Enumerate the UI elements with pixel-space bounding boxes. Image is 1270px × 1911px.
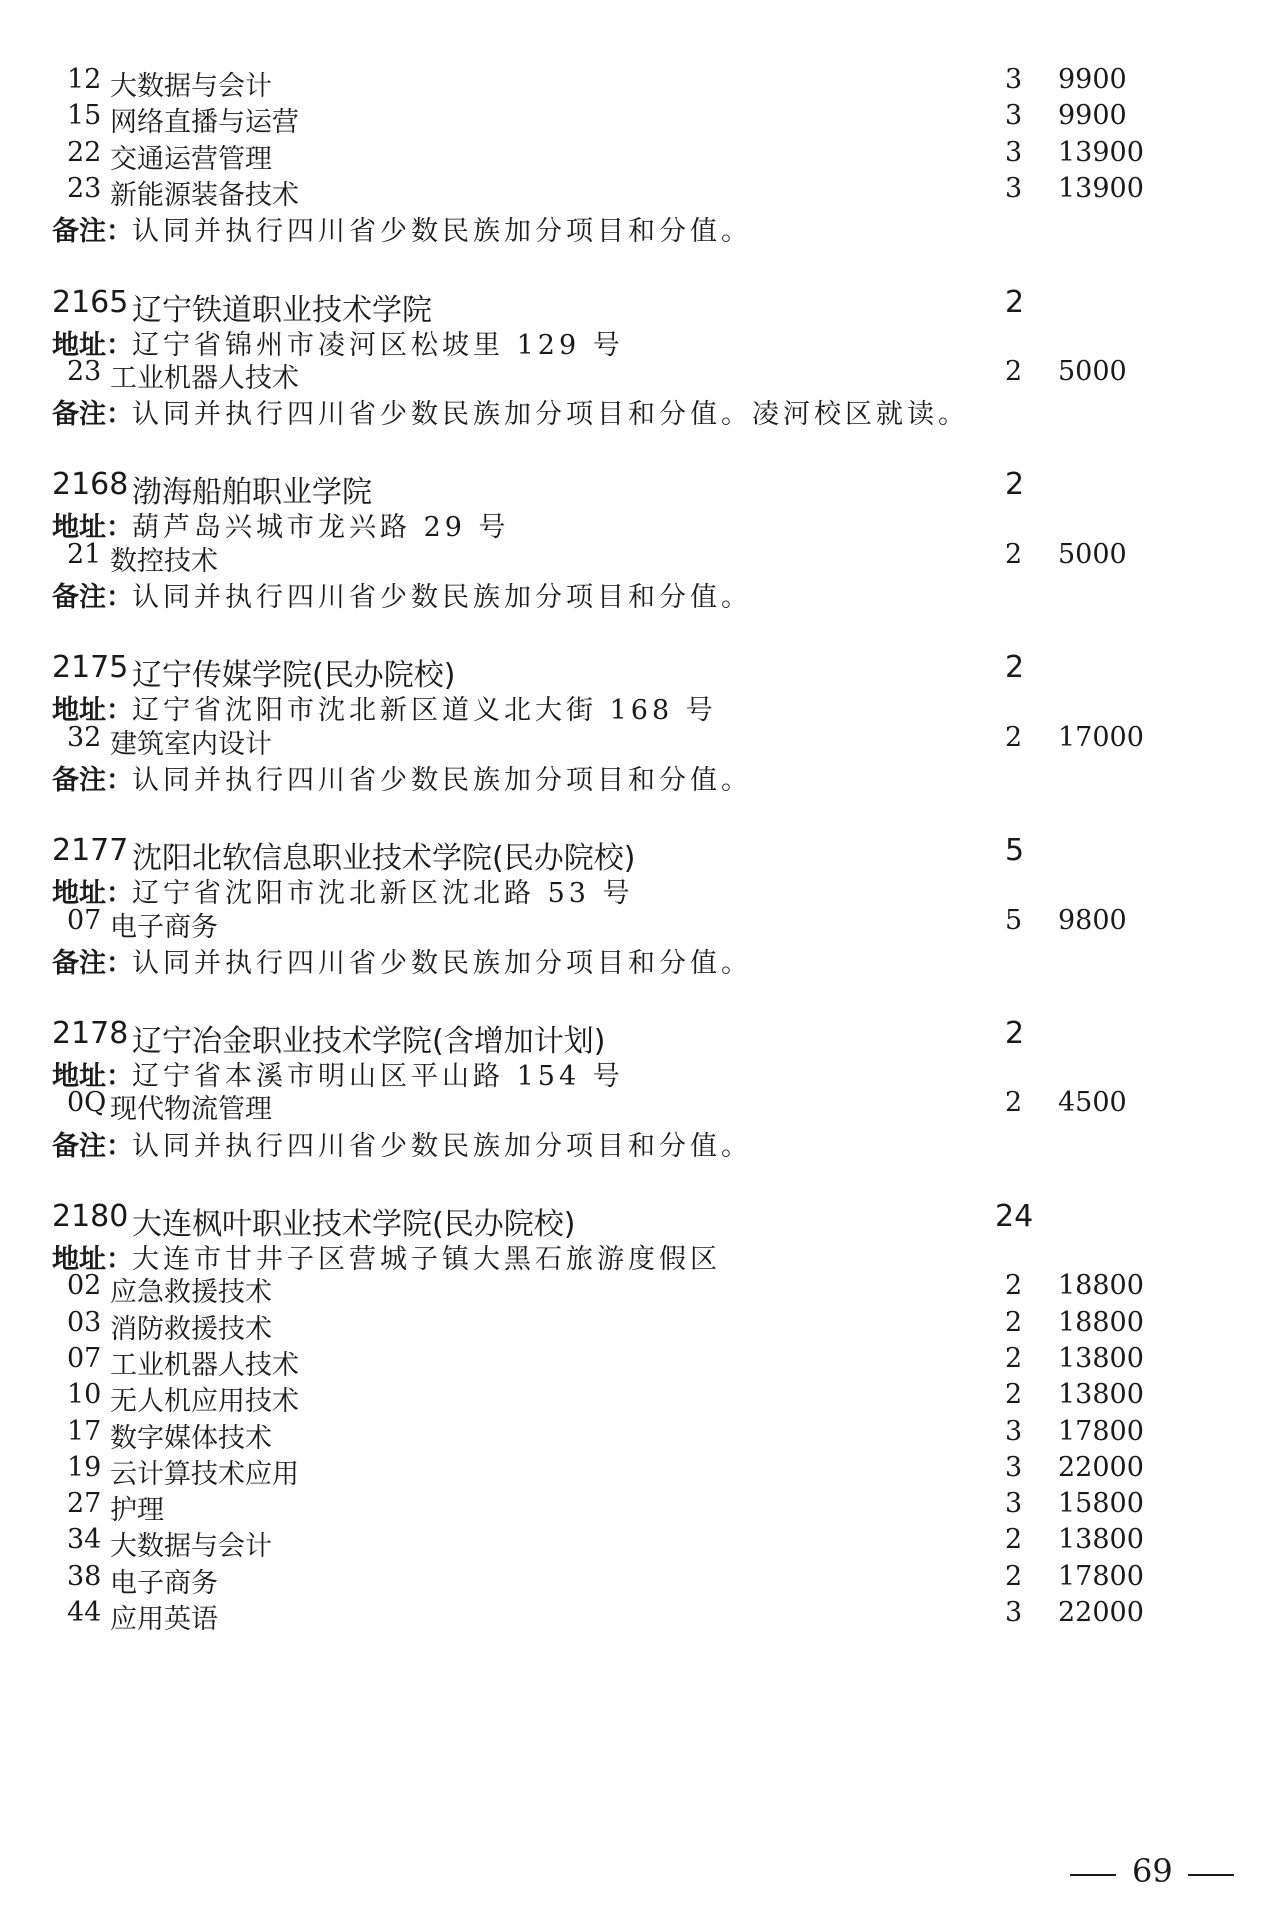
major-name: 大数据与会计 <box>110 71 272 102</box>
list-item <box>0 137 1270 177</box>
remark <box>0 758 1270 798</box>
school-address-text: 辽宁省沈阳市沈北新区道义北大街 168 号 <box>132 695 717 727</box>
major-name: 新能源装备技术 <box>110 179 299 211</box>
major-tuition-fee: 15800 <box>1058 1488 1144 1520</box>
school-name: 大连枫叶职业技术学院(民办院校) <box>132 1207 576 1242</box>
school-name: 沈阳北软信息职业技术学院(民办院校) <box>132 841 636 877</box>
major-tuition-fee: 13900 <box>1058 172 1144 204</box>
list-item <box>0 1270 1270 1310</box>
remark-text: 认同并执行四川省少数民族加分项目和分值。 <box>132 582 752 613</box>
school-address-label: 地址： <box>52 1061 133 1093</box>
major-tuition-fee: 4500 <box>1058 1087 1127 1119</box>
school-name: 辽宁冶金职业技术学院(含增加计划) <box>132 1024 606 1060</box>
school-total-plan: 2 <box>1005 284 1025 320</box>
major-code: 32 <box>67 721 102 753</box>
major-tuition-fee: 17000 <box>1058 721 1144 753</box>
school-total-plan: 2 <box>1005 1016 1025 1052</box>
remark <box>0 941 1270 981</box>
major-tuition-fee: 5000 <box>1058 538 1127 570</box>
school-code: 2175 <box>52 650 129 686</box>
major-tuition-fee: 13900 <box>1058 136 1144 168</box>
major-plan-count: 2 <box>1005 1379 1023 1411</box>
major-plan-count: 3 <box>1005 1451 1023 1483</box>
major-tuition-fee: 17800 <box>1058 1560 1144 1592</box>
remark-label: 备注： <box>52 947 133 979</box>
major-name: 工业机器人技术 <box>110 362 299 394</box>
remark-label: 备注： <box>52 1130 133 1162</box>
school-code: 2165 <box>52 284 129 320</box>
school-code: 2180 <box>52 1199 129 1234</box>
major-plan-count: 2 <box>1005 1560 1023 1592</box>
major-plan-count: 2 <box>1005 355 1023 387</box>
major-plan-count: 2 <box>1005 1087 1023 1119</box>
major-code: 17 <box>67 1415 102 1447</box>
list-item <box>0 1488 1270 1528</box>
school-header <box>0 1199 1270 1242</box>
major-code: 38 <box>67 1560 102 1592</box>
major-name: 云计算技术应用 <box>110 1458 299 1490</box>
major-plan-count: 3 <box>1005 136 1023 168</box>
major-name: 消防救援技术 <box>110 1313 272 1345</box>
list-item <box>0 1307 1270 1347</box>
major-plan-count: 2 <box>1005 721 1023 753</box>
major-name: 数控技术 <box>110 545 218 577</box>
major-plan-count: 3 <box>1005 100 1023 132</box>
major-tuition-fee: 22000 <box>1058 1597 1144 1628</box>
school-address-text: 辽宁省锦州市凌河区松坡里 129 号 <box>132 329 624 361</box>
major-name: 电子商务 <box>110 1567 218 1599</box>
major-plan-count: 3 <box>1005 172 1023 204</box>
major-name: 电子商务 <box>110 911 218 943</box>
major-code: 02 <box>67 1270 102 1302</box>
remark-text: 认同并执行四川省少数民族加分项目和分值。凌河校区就读。 <box>132 399 969 431</box>
major-plan-count: 3 <box>1005 1488 1023 1520</box>
major-tuition-fee: 9900 <box>1058 100 1127 132</box>
major-tuition-fee: 9900 <box>1058 64 1127 95</box>
major-tuition-fee: 17800 <box>1058 1415 1144 1447</box>
major-name: 无人机应用技术 <box>110 1386 299 1418</box>
remark-text: 认同并执行四川省少数民族加分项目和分值。 <box>132 216 752 248</box>
remark <box>0 575 1270 615</box>
major-name: 应用英语 <box>110 1604 218 1635</box>
school-header <box>0 650 1270 694</box>
major-plan-count: 3 <box>1005 1415 1023 1447</box>
major-code: 07 <box>67 904 102 936</box>
remark <box>0 1124 1270 1164</box>
major-tuition-fee: 22000 <box>1058 1451 1144 1483</box>
school-address-label: 地址： <box>52 878 133 910</box>
list-item <box>0 905 1270 945</box>
major-code: 07 <box>67 1342 102 1374</box>
school-name: 渤海船舶职业学院 <box>132 475 372 511</box>
major-code: 22 <box>67 136 102 168</box>
major-name: 交通运营管理 <box>110 143 272 175</box>
list-item <box>0 64 1270 104</box>
remark-label: 备注： <box>52 399 133 431</box>
school-name: 辽宁铁道职业技术学院 <box>132 292 432 328</box>
school-address-text: 辽宁省沈阳市沈北新区沈北路 53 号 <box>132 878 634 910</box>
major-tuition-fee: 13800 <box>1058 1379 1144 1411</box>
school-header <box>0 1016 1270 1060</box>
major-name: 现代物流管理 <box>110 1094 272 1126</box>
list-item <box>0 100 1270 140</box>
major-code: 23 <box>67 172 102 204</box>
major-tuition-fee: 13800 <box>1058 1342 1144 1374</box>
major-code: 03 <box>67 1306 102 1338</box>
remark-text: 认同并执行四川省少数民族加分项目和分值。 <box>132 1130 752 1162</box>
list-item <box>0 1416 1270 1456</box>
major-tuition-fee: 18800 <box>1058 1306 1144 1338</box>
list-item <box>0 1524 1270 1564</box>
list-item <box>0 356 1270 396</box>
school-total-plan: 2 <box>1005 467 1025 503</box>
school-address-text: 大连市甘井子区营城子镇大黑石旅游度假区 <box>132 1244 721 1275</box>
school-header <box>0 467 1270 511</box>
major-code: 21 <box>67 538 102 570</box>
major-name: 应急救援技术 <box>110 1277 272 1309</box>
major-name: 网络直播与运营 <box>110 107 299 139</box>
major-tuition-fee: 9800 <box>1058 904 1127 936</box>
major-code: 44 <box>67 1597 102 1628</box>
list-item <box>0 1343 1270 1383</box>
school-address-label: 地址： <box>52 695 133 727</box>
remark <box>0 209 1270 249</box>
major-plan-count: 5 <box>1005 904 1023 936</box>
remark <box>0 392 1270 432</box>
major-name: 数字媒体技术 <box>110 1422 272 1454</box>
major-code: 19 <box>67 1451 102 1483</box>
major-code: 10 <box>67 1379 102 1411</box>
major-code: 12 <box>67 64 102 95</box>
school-address-text: 辽宁省本溪市明山区平山路 154 号 <box>132 1061 624 1093</box>
major-plan-count: 2 <box>1005 538 1023 570</box>
major-tuition-fee: 13800 <box>1058 1524 1144 1556</box>
major-name: 建筑室内设计 <box>110 728 272 760</box>
major-code: 27 <box>67 1488 102 1520</box>
footer-dash-right <box>1188 1874 1234 1876</box>
list-item <box>0 722 1270 762</box>
list-item <box>0 1597 1270 1637</box>
school-address-label: 地址： <box>52 512 133 544</box>
major-plan-count: 2 <box>1005 1524 1023 1556</box>
major-name: 护理 <box>110 1495 164 1527</box>
school-code: 2177 <box>52 833 129 869</box>
school-header <box>0 284 1270 328</box>
major-plan-count: 3 <box>1005 64 1023 95</box>
remark-label: 备注： <box>52 216 133 248</box>
major-plan-count: 3 <box>1005 1597 1023 1628</box>
major-plan-count: 2 <box>1005 1306 1023 1338</box>
school-address-label: 地址： <box>52 329 133 361</box>
list-item <box>0 1379 1270 1419</box>
school-total-plan: 2 <box>1005 650 1025 686</box>
remark-label: 备注： <box>52 764 133 796</box>
list-item <box>0 1561 1270 1601</box>
list-item <box>0 539 1270 579</box>
major-code: 15 <box>67 100 102 132</box>
school-header <box>0 833 1270 877</box>
remark-text: 认同并执行四川省少数民族加分项目和分值。 <box>132 764 752 796</box>
school-total-plan: 5 <box>1005 833 1025 869</box>
list-item <box>0 1452 1270 1492</box>
major-code: 34 <box>67 1524 102 1556</box>
major-tuition-fee: 18800 <box>1058 1270 1144 1302</box>
school-address-label: 地址： <box>52 1244 133 1275</box>
page-footer <box>1070 1852 1240 1892</box>
remark-text: 认同并执行四川省少数民族加分项目和分值。 <box>132 947 752 979</box>
list-item <box>0 1087 1270 1127</box>
major-plan-count: 2 <box>1005 1342 1023 1374</box>
school-code: 2178 <box>52 1016 129 1052</box>
major-name: 工业机器人技术 <box>110 1349 299 1381</box>
school-address-text: 葫芦岛兴城市龙兴路 29 号 <box>132 512 510 544</box>
school-name: 辽宁传媒学院(民办院校) <box>132 658 456 694</box>
footer-dash-left <box>1070 1874 1116 1876</box>
remark-label: 备注： <box>52 582 133 613</box>
major-code: 23 <box>67 355 102 387</box>
major-name: 大数据与会计 <box>110 1531 272 1563</box>
major-code: 0Q <box>67 1087 107 1119</box>
major-plan-count: 2 <box>1005 1270 1023 1302</box>
list-item <box>0 173 1270 213</box>
school-code: 2168 <box>52 467 129 503</box>
school-total-plan: 24 <box>995 1199 1034 1234</box>
major-tuition-fee: 5000 <box>1058 355 1127 387</box>
page-number: 69 <box>1132 1852 1173 1890</box>
